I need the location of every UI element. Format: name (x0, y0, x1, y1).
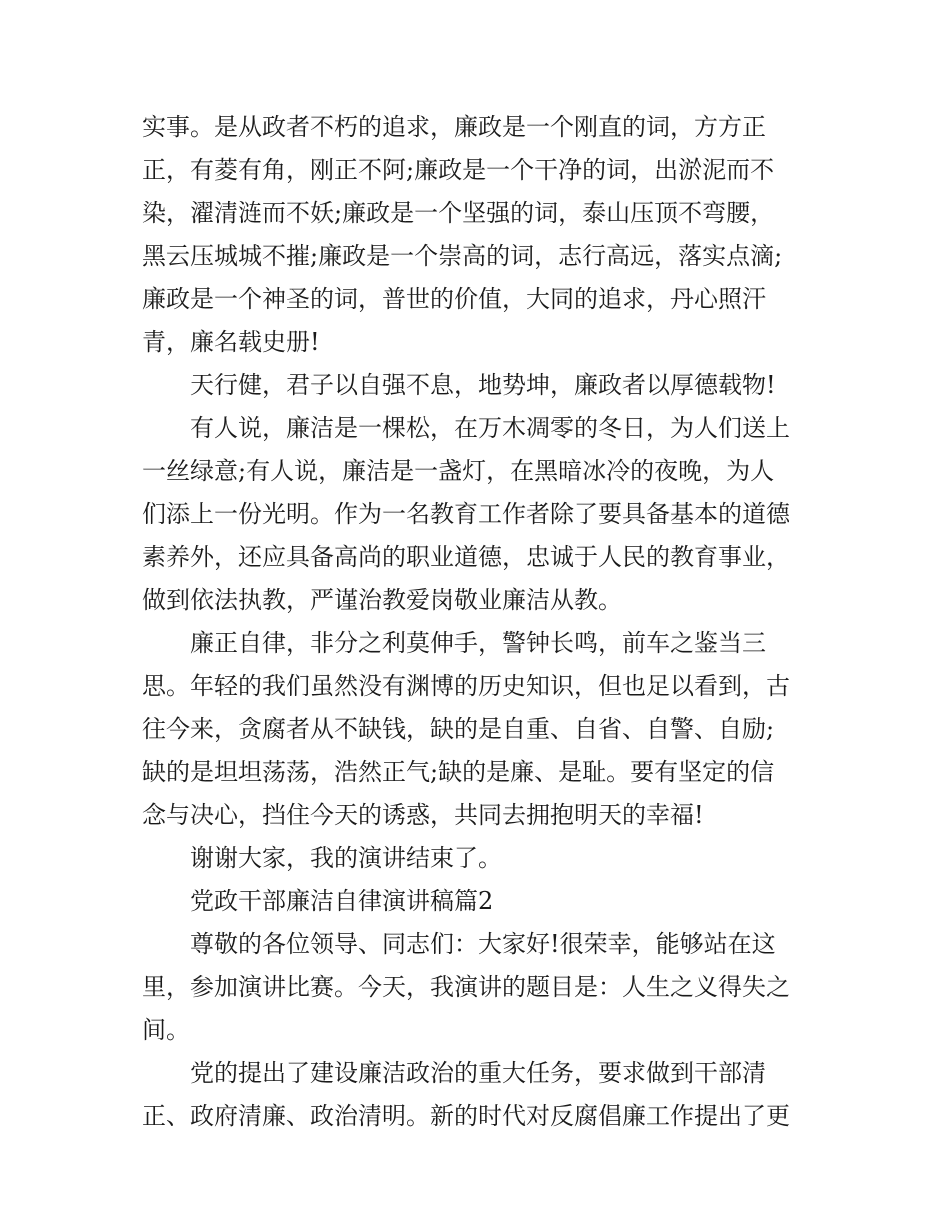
text-line: 正，有菱有角，刚正不阿;廉政是一个干净的词，出淤泥而不 (142, 156, 775, 184)
text-line: 廉正自律，非分之利莫伸手，警钟长鸣，前车之鉴当三 (190, 629, 766, 657)
text-line: 谢谢大家，我的演讲结束了。 (190, 844, 502, 872)
text-line: 廉政是一个神圣的词，普世的价值，大同的追求，丹心照汗 (142, 285, 766, 313)
text-line: 青，廉名载史册! (142, 328, 320, 356)
text-line: 往今来，贪腐者从不缺钱，缺的是自重、自省、自警、自励; (142, 715, 775, 743)
text-line: 黑云压城城不摧;廉政是一个崇高的词，志行高远，落实点滴; (142, 242, 783, 270)
text-line: 念与决心，挡住今天的诱惑，共同去拥抱明天的幸福! (142, 801, 704, 829)
text-line: 实事。是从政者不朽的追求，廉政是一个刚直的词，方方正 (142, 113, 766, 141)
section-heading: 党政干部廉洁自律演讲稿篇2 (190, 887, 494, 915)
text-line: 正、政府清廉、政治清明。新的时代对反腐倡廉工作提出了更 (142, 1102, 790, 1130)
text-line: 素养外，还应具备高尚的职业道德，忠诚于人民的教育事业， (142, 543, 790, 571)
text-line: 做到依法执教，严谨治教爱岗敬业廉洁从教。 (142, 586, 622, 614)
text-line: 党的提出了建设廉洁政治的重大任务，要求做到干部清 (190, 1059, 766, 1087)
text-line: 思。年轻的我们虽然没有渊博的历史知识，但也足以看到，古 (142, 672, 790, 700)
text-line: 们添上一份光明。作为一名教育工作者除了要具备基本的道德 (142, 500, 790, 528)
text-line: 染，濯清涟而不妖;廉政是一个坚强的词，泰山压顶不弯腰， (142, 199, 775, 227)
text-line: 有人说，廉洁是一棵松，在万木凋零的冬日，为人们送上 (190, 414, 790, 442)
text-line: 天行健，君子以自强不息，地势坤，廉政者以厚德载物! (190, 371, 776, 399)
text-line: 一丝绿意;有人说，廉洁是一盏灯，在黑暗冰冷的夜晚，为人 (142, 457, 775, 485)
text-line: 里，参加演讲比赛。今天，我演讲的题目是：人生之义得失之 (142, 973, 790, 1001)
text-line: 尊敬的各位领导、同志们：大家好!很荣幸，能够站在这 (190, 930, 776, 958)
text-line: 缺的是坦坦荡荡，浩然正气;缺的是廉、是耻。要有坚定的信 (142, 758, 775, 786)
text-line: 间。 (142, 1016, 190, 1044)
